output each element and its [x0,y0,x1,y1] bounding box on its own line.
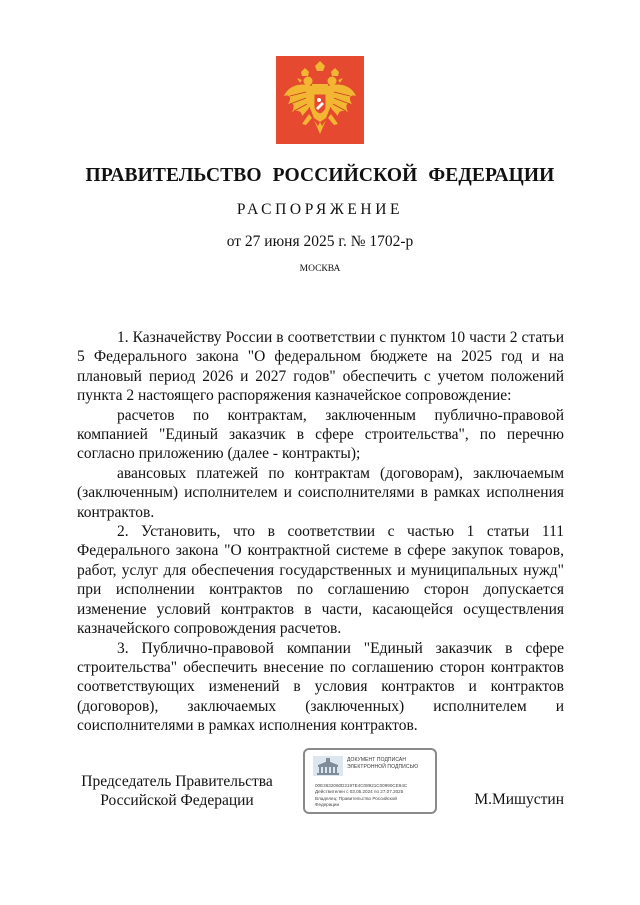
signatory-position [77,772,277,811]
stamp-validity: Действителен с 03.05.2024 по 27.07.2025 [315,789,404,795]
paragraph-1-item-1: расчетов по контрактам, заключенным публично-правовой компанией "Единый заказчик в сфере строительства", по перечню согласно приложению (далее - контракты); [77,406,564,463]
paragraph-1-item-2: авансовых платежей по контрактам (договорам), заключаемым (заключенным) исполнителем и соисполнителями в рамках исполнения контрактов. [77,464,564,521]
document-body [77,328,564,736]
stamp-title [347,757,435,771]
emblem-shield [314,94,326,114]
government-title: ПРАВИТЕЛЬСТВО РОССИЙСКОЙ ФЕДЕРАЦИИ [85,165,555,186]
paragraph-2: 2. Установить, что в соответствии с частью 1 статьи 111 Федерального закона "О контрактной системе в сфере закупок товаров, работ, услуг для обеспечения государственных и муниципальных нужд" при исполнении контрактов по соглашению сторон допускается изменение условий контрактов в части, касающейся осуществления казначейского сопровождения расчетов. [77,523,564,638]
paragraph-3: 3. Публично-правовой компании "Единый заказчик в сфере строительства" обеспечить внесение по соглашению сторон контрактов соответствующих изменений в условия контрактов и контрактов (договоров), заключаемых (заключенных) исполнителем и соисполнителями в рамках исполнения контрактов. [77,639,564,735]
paragraph-1: 1. Казначейству России в соответствии с пунктом 10 части 2 статьи 5 Федерального закона "О федеральном бюджете на 2025 год и на плановый период 2026 и 2027 годов" обеспечить с учетом положений пункта 2 настоящего распоряжения казначейское сопровождение: [77,329,564,405]
document-date-number: от 27 июня 2025 г. № 1702-р [226,233,414,250]
document-city: МОСКВА [299,264,341,274]
stamp-owner-line-2: Федерации [315,802,340,808]
stamp-header [311,755,431,777]
signatory-position-line-2: Российской Федерации [100,792,254,810]
coat-of-arms-emblem [276,56,364,144]
stamp-title-line-2: ЭЛЕКТРОННОЙ ПОДПИСЬЮ [347,764,419,770]
stamp-owner-line-1: Владелец: Правительство Российской [315,795,397,801]
signatory-name: М.Мишустин [474,791,564,808]
document-type: РАСПОРЯЖЕНИЕ [236,201,404,218]
stamp-details [315,783,435,809]
stamp-title-line-1: ДОКУМЕНТ ПОДПИСАН [347,757,407,763]
government-building-icon [313,756,343,776]
stamp-certificate-serial: 00E3632060D2197E4C08921C00990CE94C [315,783,408,788]
signatory-position-line-1: Председатель Правительства [81,773,273,790]
electronic-signature-stamp [303,748,437,814]
